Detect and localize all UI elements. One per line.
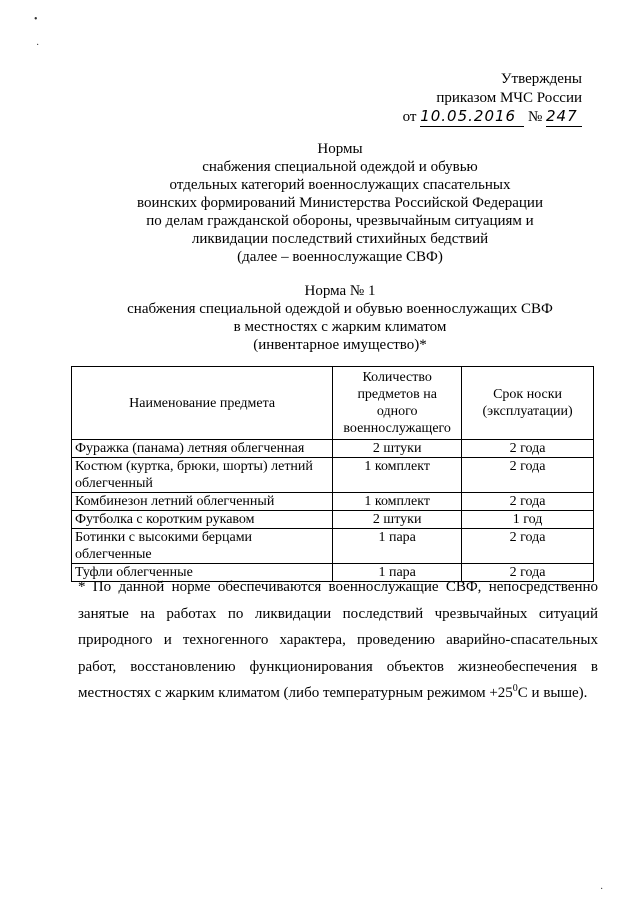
header-item-name: Наименование предмета <box>72 367 333 440</box>
table-header-row <box>72 367 594 440</box>
approval-line-1: Утверждены <box>500 71 582 87</box>
cell-wear-term: 1 год <box>462 511 594 529</box>
norm-line: (инвентарное имущество)* <box>253 337 427 353</box>
cell-wear-term: 2 года <box>462 440 594 458</box>
title-line: снабжения специальной одеждой и обувью <box>202 159 478 175</box>
title-line: отдельных категорий военнослужащих спасательных <box>169 177 511 193</box>
norm-line: снабжения специальной одеждой и обувью военнослужащих СВФ <box>127 301 553 317</box>
title-line: ликвидации последствий стихийных бедствий <box>191 231 489 247</box>
cell-quantity: 2 штуки <box>333 440 462 458</box>
cell-item-name: Ботинки с высокими берцами облегченные <box>72 529 333 564</box>
date-prefix: от <box>402 109 417 125</box>
table-row <box>72 440 594 458</box>
cell-quantity: 1 комплект <box>333 458 462 493</box>
footnote-text: * По данной норме обеспечиваются военнослужащие СВФ, непосредственно занятые на работах по ликвидации последствий чрезвычайных ситуаций природного и техногенного характера, проведению аварийно-спасательных работ, восстановлению функционирования объектов жизнеобеспечения в местностях с жарким климатом (либо температурным режимом +25 <box>78 579 598 701</box>
norm-title <box>60 282 620 354</box>
document-title <box>60 140 620 266</box>
table-row <box>72 458 594 493</box>
title-line: воинских формирований Министерства Российской Федерации <box>137 195 543 211</box>
cell-item-name: Комбинезон летний облегченный <box>72 493 333 511</box>
footnote-text-end: С и выше). <box>517 685 588 701</box>
table-row <box>72 529 594 564</box>
cell-item-name: Костюм (куртка, брюки, шорты) летний облегченный <box>72 458 333 493</box>
title-line: по делам гражданской обороны, чрезвычайным ситуациям и <box>146 213 534 229</box>
cell-item-name: Футболка с коротким рукавом <box>72 511 333 529</box>
cell-item-name: Туфли облегченные <box>72 564 333 582</box>
cell-item-name: Фуражка (панама) летняя облегченная <box>72 440 333 458</box>
title-heading: Нормы <box>317 141 363 157</box>
scan-speck: · <box>600 884 604 895</box>
cell-wear-term: 2 года <box>462 458 594 493</box>
table-row <box>72 511 594 529</box>
cell-quantity: 1 пара <box>333 564 462 582</box>
cell-wear-term: 2 года <box>462 529 594 564</box>
cell-quantity: 1 комплект <box>333 493 462 511</box>
footnote <box>78 574 598 707</box>
number-field <box>546 108 582 127</box>
cell-quantity: 1 пара <box>333 529 462 564</box>
cell-quantity: 2 штуки <box>333 511 462 529</box>
approval-line-2: приказом МЧС России <box>436 90 582 106</box>
handwritten-number: 247 <box>546 107 578 125</box>
header-wear-term: Срок носки (эксплуатации) <box>462 367 594 440</box>
cell-wear-term: 2 года <box>462 564 594 582</box>
table-row <box>72 493 594 511</box>
date-field <box>420 108 524 127</box>
cell-wear-term: 2 года <box>462 493 594 511</box>
title-line: (далее – военнослужащие СВФ) <box>237 249 443 265</box>
norm-line: в местностях с жарким климатом <box>233 319 447 335</box>
items-table <box>71 366 594 582</box>
approval-stamp <box>382 70 582 127</box>
number-prefix: № <box>527 109 543 125</box>
header-quantity: Количество предметов на одного военнослужащего <box>333 367 462 440</box>
scan-speck: • <box>34 14 38 25</box>
approval-date-line <box>382 108 582 127</box>
handwritten-date: 10.05.2016 <box>420 107 517 125</box>
degree-superscript: 0 <box>512 683 518 694</box>
norm-heading: Норма № 1 <box>304 283 376 299</box>
scan-speck: · <box>36 40 40 51</box>
